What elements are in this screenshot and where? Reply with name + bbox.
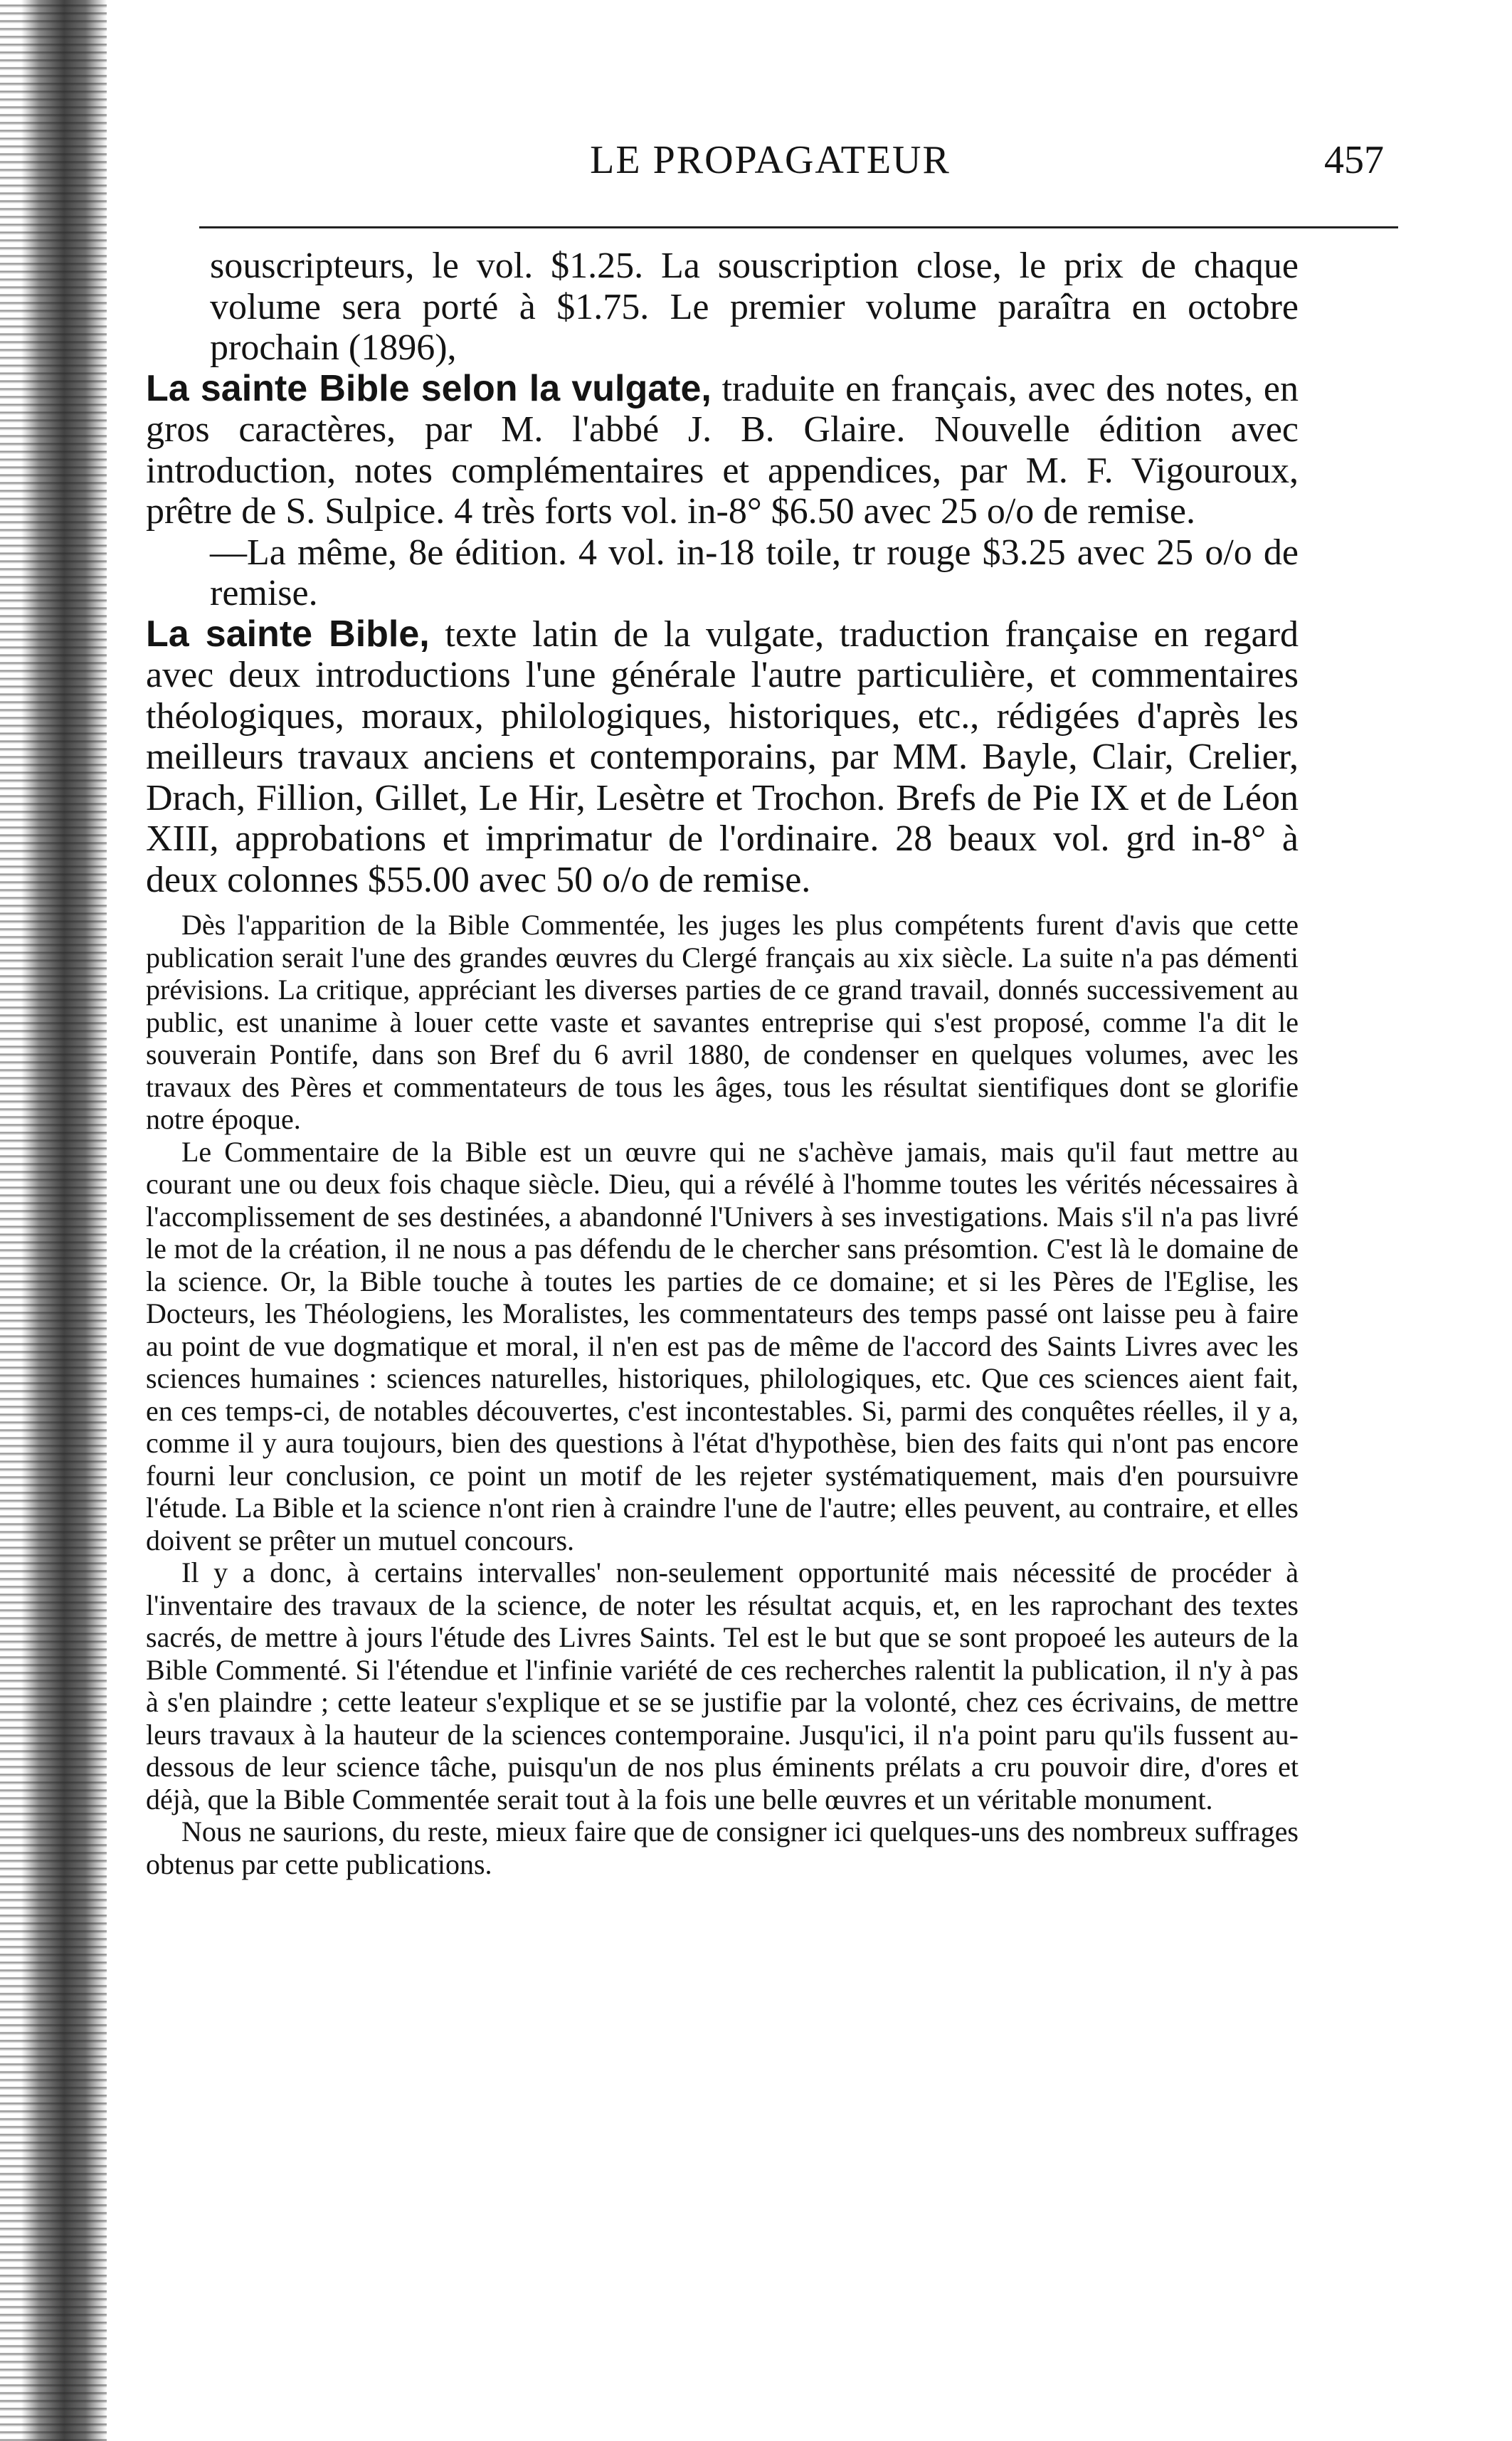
commentary-paragraph: Dès l'apparition de la Bible Commentée, les juges les plus compétents furent d'avis que cette publication serait l'une des grandes œuvres du Clergé français au xix siècle. La suite n'a pas démenti prévisions. La critique, appréciant les diverses parties de ce grand travail, donnés successivement au public, est unanime à louer cette vaste et savantes entreprise qui s'est proposé, comme l'a dit le souverain Pontife, dans son Bref du 6 avril 1880, de condenser en quelques volumes, avec les travaux des Pères et commentateurs de tous les âges, tous les résultat sientifiques dont se glorifie notre époque. [146, 909, 1299, 1135]
entry-description: traduite en français, avec des notes, en gros caractères, par M. l'abbé J. B. Glaire. Nouvelle édition avec introduction, notes complémentaires et appendices, par M. F. Vigouroux, prêtre de S. Sulpice. 4 très forts vol. in-8° $6.50 avec 25 o/o de remise. [146, 368, 1299, 532]
catalog-entry [146, 614, 1299, 901]
entry-continuation: souscripteurs, le vol. $1.25. La souscription close, le prix de chaque volume sera porté à $1.75. Le premier volume paraîtra en octobre prochain (1896), [210, 246, 1299, 368]
entry-title: La sainte Bible selon la vulgate, [146, 367, 712, 409]
catalog-entry [146, 369, 1299, 532]
commentary-section [146, 909, 1299, 1880]
header-rule [199, 226, 1398, 228]
commentary-paragraph: Le Commentaire de la Bible est un œuvre qui ne s'achève jamais, mais qu'il faut mettre au courant une ou deux fois chaque siècle. Dieu, qui a révélé à l'homme toutes les vérités nécessaires à l'accomplissement de ses destinées, a abandonné l'Univers à ses investigations. Mais s'il n'a pas livré le mot de la création, il ne nous a pas défendu de le chercher sans présomtion. C'est là le domaine de la science. Or, la Bible touche à toutes les parties de ce domaine; et si les Pères de l'Eglise, les Docteurs, les Théologiens, les Moralistes, les commentateurs des temps passé ont laisse peu à faire au point de vue dogmatique et moral, il n'en est pas de même de l'accord des Saints Livres avec les sciences humaines : sciences naturelles, historiques, philologiques, etc. Que ces sciences aient fait, en ces temps-ci, de notables découvertes, c'est incontestables. Si, parmi des conquêtes réelles, il y a, comme il y aura toujours, bien des questions à l'état d'hypothèse, bien des faits qui n'ont pas encore fourni leur conclusion, ce point un motif de les rejeter systématiquement, mais d'en poursuivre l'étude. La Bible et la science n'ont rien à craindre l'une de l'autre; elles peuvent, au contraire, et elles doivent se prêter un mutuel concours. [146, 1135, 1299, 1556]
page-binding-edge [0, 0, 107, 2441]
entry-title: La sainte Bible, [146, 613, 430, 655]
commentary-paragraph: Il y a donc, à certains intervalles' non-seulement opportunité mais nécessité de procéder à l'inventaire des travaux de la science, de noter les résultat acquis, et, en les raprochant des textes sacrés, de mettre à jours l'étude des Livres Saints. Tel est le but que se sont propoeé les auteurs de la Bible Commenté. Si l'étendue et l'infinie variété de ces recherches ralentit la publication, il n'y à pas à s'en plaindre ; cette leateur s'explique et se se justifie par la volonté, chez ces écrivains, de mettre leurs travaux à la hauteur de la sciences contemporaine. Jusqu'ici, il n'a point paru qu'ils fussent au-dessous de leur science tâche, puisqu'un de nos plus éminents prélats a cru pouvoir dire, d'ores et déjà, que la Bible Commentée serait tout à la fois une belle œuvres et un véritable monument. [146, 1556, 1299, 1815]
running-title: LE PROPAGATEUR [590, 138, 951, 182]
entry-description: texte latin de la vulgate, traduction française en regard avec deux introductions l'une générale l'autre particulière, et commentaires théologiques, moraux, philologiques, historiques, etc., rédigées d'après les meilleurs travaux anciens et contemporains, par MM. Bayle, Clair, Crelier, Drach, Fillion, Gillet, Le Hir, Lesètre et Trochon. Brefs de Pie IX et de Léon XIII, approbations et imprimatur de l'ordinaire. 28 beaux vol. grd in-8° à deux colonnes $55.00 avec 50 o/o de remise. [146, 613, 1299, 900]
entry-variant: —La même, 8e édition. 4 vol. in-18 toile, tr rouge $3.25 avec 25 o/o de remise. [210, 532, 1299, 613]
page-number: 457 [1324, 138, 1384, 182]
catalog-entries [146, 246, 1299, 900]
page-header [142, 132, 1398, 196]
page-body [146, 246, 1299, 1880]
commentary-paragraph: Nous ne saurions, du reste, mieux faire que de consigner ici quelques-uns des nombreux suffrages obtenus par cette publications. [146, 1815, 1299, 1880]
